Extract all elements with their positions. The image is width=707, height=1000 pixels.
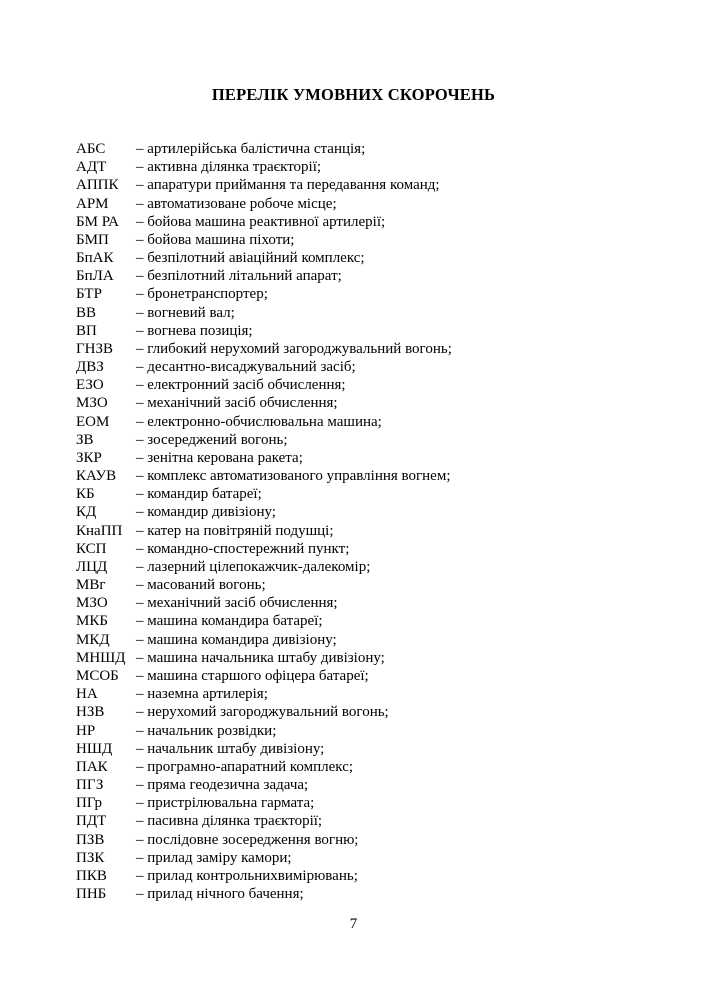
- abbreviation-definition: – бойова машина піхоти;: [136, 231, 295, 248]
- abbreviation-term: БТР: [76, 286, 102, 303]
- abbreviation-term: ПКВ: [76, 867, 107, 884]
- abbreviation-definition: – апаратури приймання та передавання команд;: [136, 177, 440, 194]
- abbreviation-term: ГНЗВ: [76, 340, 114, 357]
- abbreviation-definition: – пасивна ділянка траєкторії;: [136, 813, 323, 830]
- abbreviation-term: МЗО: [76, 595, 108, 612]
- abbreviation-definition: – прилад нічного бачення;: [136, 886, 304, 903]
- abbreviation-row: [76, 449, 636, 467]
- abbreviation-term: КБ: [76, 486, 95, 503]
- page-number: 7: [349, 916, 358, 932]
- abbreviation-definition: – машина командира дивізіону;: [136, 631, 337, 648]
- abbreviation-definition: – зосереджений вогонь;: [136, 431, 288, 448]
- abbreviation-row: [76, 867, 636, 885]
- abbreviation-term: ЗКР: [76, 449, 102, 466]
- abbreviation-term: ВВ: [76, 304, 97, 321]
- abbreviation-term: МКБ: [76, 613, 108, 630]
- abbreviation-definition: – катер на повітряній подушці;: [136, 522, 334, 539]
- abbreviation-row: [76, 722, 636, 740]
- abbreviation-term: НЗВ: [76, 704, 105, 721]
- abbreviation-row: [76, 195, 636, 213]
- abbreviation-term: ПЗК: [76, 849, 105, 866]
- abbreviation-term: НШД: [76, 740, 113, 757]
- abbreviation-row: [76, 831, 636, 849]
- abbreviation-row: [76, 558, 636, 576]
- abbreviation-term: ПДТ: [76, 813, 107, 830]
- abbreviation-row: [76, 358, 636, 376]
- abbreviation-term: ПЗВ: [76, 831, 105, 848]
- abbreviation-term: НР: [76, 722, 96, 739]
- abbreviation-term: КАУВ: [76, 468, 117, 485]
- abbreviation-term: ПГр: [76, 795, 103, 812]
- abbreviation-row: [76, 231, 636, 249]
- abbreviation-definition: – зенітна керована ракета;: [136, 449, 303, 466]
- abbreviation-term: ЕОМ: [76, 413, 110, 430]
- abbreviation-definition: – автоматизоване робоче місце;: [136, 195, 337, 212]
- abbreviation-row: [76, 631, 636, 649]
- abbreviation-definition: – безпілотний авіаційний комплекс;: [136, 250, 365, 267]
- abbreviation-definition: – електронний засіб обчислення;: [136, 377, 346, 394]
- abbreviation-definition: – програмно-апаратний комплекс;: [136, 758, 354, 775]
- abbreviation-definition: – пристрілювальна гармата;: [136, 795, 315, 812]
- abbreviation-definition: – електронно-обчислювальна машина;: [136, 413, 382, 430]
- abbreviation-row: [76, 304, 636, 322]
- abbreviation-definition: – командно-спостережний пункт;: [136, 540, 350, 557]
- abbreviation-definition: – масований вогонь;: [136, 577, 266, 594]
- abbreviation-term: БпЛА: [76, 268, 114, 285]
- abbreviation-term: ЗВ: [76, 431, 94, 448]
- abbreviation-row: [76, 503, 636, 521]
- abbreviation-row: [76, 812, 636, 830]
- abbreviation-row: [76, 213, 636, 231]
- abbreviation-term: АБС: [76, 141, 106, 157]
- abbreviation-term: ЛЦД: [76, 558, 108, 575]
- abbreviation-definition: – начальник штабу дивізіону;: [136, 740, 325, 757]
- abbreviation-term: НА: [76, 686, 98, 703]
- abbreviation-row: [76, 794, 636, 812]
- abbreviation-row: [76, 667, 636, 685]
- abbreviation-row: [76, 703, 636, 721]
- abbreviation-row: [76, 413, 636, 431]
- abbreviation-definition: – прилад заміру камори;: [136, 849, 292, 866]
- abbreviation-definition: – активна ділянка траєкторії;: [136, 159, 322, 176]
- abbreviation-row: [76, 522, 636, 540]
- abbreviation-term: ВП: [76, 322, 97, 339]
- abbreviation-term: ПГЗ: [76, 777, 104, 794]
- abbreviation-definition: – пряма геодезична задача;: [136, 777, 309, 794]
- abbreviation-row: [76, 467, 636, 485]
- abbreviation-definition: – наземна артилерія;: [136, 686, 268, 703]
- abbreviation-definition: – начальник розвідки;: [136, 722, 277, 739]
- abbreviation-term: АРМ: [76, 195, 109, 212]
- abbreviation-row: [76, 158, 636, 176]
- abbreviation-definition: – десантно-висаджувальний засіб;: [136, 359, 356, 376]
- abbreviation-definition: – бойова машина реактивної артилерії;: [136, 213, 386, 230]
- abbreviation-row: [76, 612, 636, 630]
- abbreviation-row: [76, 885, 636, 903]
- abbreviation-definition: – вогнева позиція;: [136, 322, 253, 339]
- abbreviation-row: [76, 776, 636, 794]
- abbreviation-definition: – командир батареї;: [136, 486, 262, 503]
- abbreviation-term: БМП: [76, 231, 109, 248]
- abbreviation-row: [76, 431, 636, 449]
- abbreviation-row: [76, 249, 636, 267]
- abbreviation-row: [76, 267, 636, 285]
- abbreviation-term: МЗО: [76, 395, 108, 412]
- abbreviation-definition: – комплекс автоматизованого управління вогнем;: [136, 468, 451, 485]
- abbreviation-term: КД: [76, 504, 97, 521]
- abbreviation-term: АППК: [76, 177, 119, 194]
- abbreviation-row: [76, 485, 636, 503]
- abbreviation-term: ДВЗ: [76, 359, 104, 376]
- abbreviation-definition: – машина командира батареї;: [136, 613, 323, 630]
- abbreviation-term: МВг: [76, 577, 106, 594]
- abbreviation-definition: – командир дивізіону;: [136, 504, 276, 521]
- abbreviation-row: [76, 340, 636, 358]
- abbreviation-list: [76, 140, 636, 903]
- abbreviation-term: ПНБ: [76, 886, 107, 903]
- abbreviation-term: ЕЗО: [76, 377, 104, 394]
- abbreviation-row: [76, 540, 636, 558]
- abbreviation-row: [76, 394, 636, 412]
- abbreviation-row: [76, 594, 636, 612]
- abbreviation-row: [76, 576, 636, 594]
- abbreviation-row: [76, 285, 636, 303]
- abbreviation-row: [76, 685, 636, 703]
- abbreviation-row: [76, 649, 636, 667]
- abbreviation-definition: – безпілотний літальний апарат;: [136, 268, 342, 285]
- abbreviation-definition: – машина старшого офіцера батареї;: [136, 667, 369, 684]
- abbreviation-definition: – механічний засіб обчислення;: [136, 395, 338, 412]
- abbreviation-definition: – бронетранспортер;: [136, 286, 268, 303]
- abbreviation-definition: – вогневий вал;: [136, 304, 235, 321]
- abbreviation-term: МКД: [76, 631, 110, 648]
- abbreviation-row: [76, 740, 636, 758]
- abbreviation-row: [76, 376, 636, 394]
- abbreviation-term: БМ РА: [76, 213, 119, 230]
- abbreviation-term: МНШД: [76, 649, 126, 666]
- abbreviation-definition: – артилерійська балістична станція;: [136, 141, 366, 157]
- abbreviation-definition: – лазерний цілепокажчик-далекомір;: [136, 558, 371, 575]
- abbreviation-term: МСОБ: [76, 667, 119, 684]
- abbreviation-term: АДТ: [76, 159, 107, 176]
- abbreviation-row: [76, 849, 636, 867]
- abbreviation-definition: – механічний засіб обчислення;: [136, 595, 338, 612]
- abbreviation-term: ПАК: [76, 758, 108, 775]
- abbreviation-row: [76, 176, 636, 194]
- abbreviation-definition: – нерухомий загороджувальний вогонь;: [136, 704, 389, 721]
- abbreviation-row: [76, 322, 636, 340]
- abbreviation-row: [76, 140, 636, 158]
- page-title: ПЕРЕЛІК УМОВНИХ СКОРОЧЕНЬ: [211, 85, 496, 104]
- abbreviation-term: КСП: [76, 540, 107, 557]
- abbreviation-definition: – глибокий нерухомий загороджувальний вогонь;: [136, 340, 452, 357]
- abbreviation-term: БпАК: [76, 250, 114, 267]
- abbreviation-definition: – прилад контрольнихвимірювань;: [136, 867, 358, 884]
- abbreviation-row: [76, 758, 636, 776]
- abbreviation-definition: – послідовне зосередження вогню;: [136, 831, 359, 848]
- abbreviation-term: КнаПП: [76, 522, 123, 539]
- abbreviation-definition: – машина начальника штабу дивізіону;: [136, 649, 385, 666]
